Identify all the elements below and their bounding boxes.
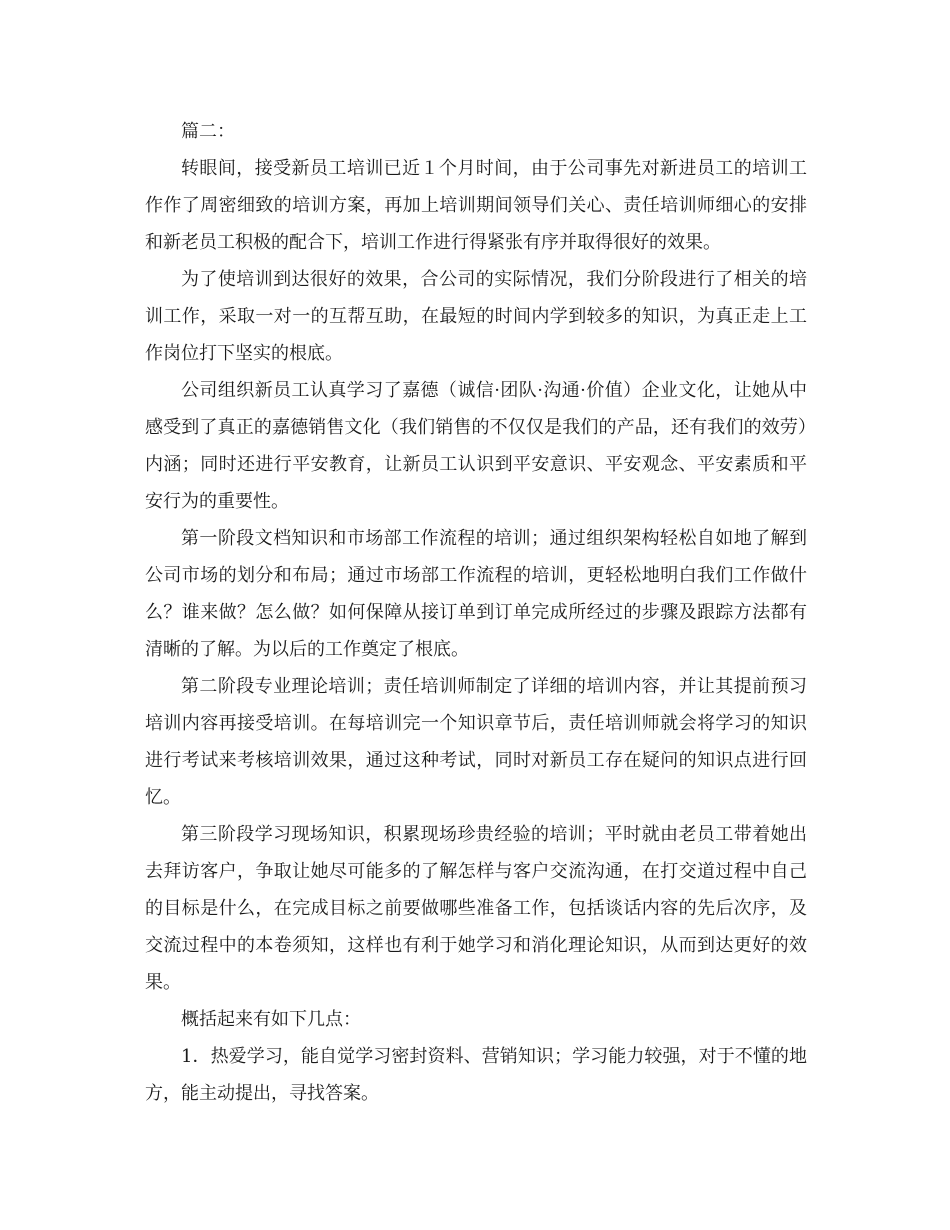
paragraph-intro: 转眼间，接受新员工培训已近１个月时间，由于公司事先对新进员工的培训工作作了周密细致的培训方案，再加上培训期间领导们关心、责任培训师细心的安排和新老员工积极的配合下，培训工作进行得紧张有序并取得很好的效果。 xyxy=(145,158,807,253)
paragraph-culture: 公司组织新员工认真学习了嘉德（诚信·团队·沟通·价值）企业文化，让她从中感受到了真正的嘉德销售文化（我们销售的不仅仅是我们的产品，还有我们的效劳）内涵；同时还进行平安教育，让新员工认识到平安意识、平安观念、平安素质和平安行为的重要性。 xyxy=(145,380,807,512)
list-item-1: 1．热爱学习，能自觉学习密封资料、营销知识；学习能力较强，对于不懂的地方，能主动提出，寻找答案。 xyxy=(145,1046,807,1104)
paragraph-summary-intro: 概括起来有如下几点： xyxy=(181,1009,361,1030)
section-heading: 篇二： xyxy=(181,121,235,142)
paragraph-approach: 为了使培训到达很好的效果，合公司的实际情况，我们分阶段进行了相关的培训工作，采取一对一的互帮互助，在最短的时间内学到较多的知识，为真正走上工作岗位打下坚实的根底。 xyxy=(145,269,807,364)
paragraph-stage-two: 第二阶段专业理论培训；责任培训师制定了详细的培训内容，并让其提前预习培训内容再接受培训。在每培训完一个知识章节后，责任培训师就会将学习的知识进行考试来考核培训效果，通过这种考试，同时对新员工存在疑问的知识点进行回忆。 xyxy=(145,676,807,808)
paragraph-stage-three: 第三阶段学习现场知识，积累现场珍贵经验的培训；平时就由老员工带着她出去拜访客户，争取让她尽可能多的了解怎样与客户交流沟通，在打交道过程中自己的目标是什么，在完成目标之前要做哪些准备工作，包括谈话内容的先后次序，及交流过程中的本卷须知，这样也有利于她学习和消化理论知识，从而到达更好的效果。 xyxy=(145,824,807,993)
document-body xyxy=(145,113,807,1112)
paragraph-stage-one: 第一阶段文档知识和市场部工作流程的培训；通过组织架构轻松自如地了解到公司市场的划分和布局；通过市场部工作流程的培训，更轻松地明白我们工作做什么？谁来做？怎么做？如何保障从接订单到订单完成所经过的步骤及跟踪方法都有清晰的了解。为以后的工作奠定了根底。 xyxy=(145,528,807,660)
